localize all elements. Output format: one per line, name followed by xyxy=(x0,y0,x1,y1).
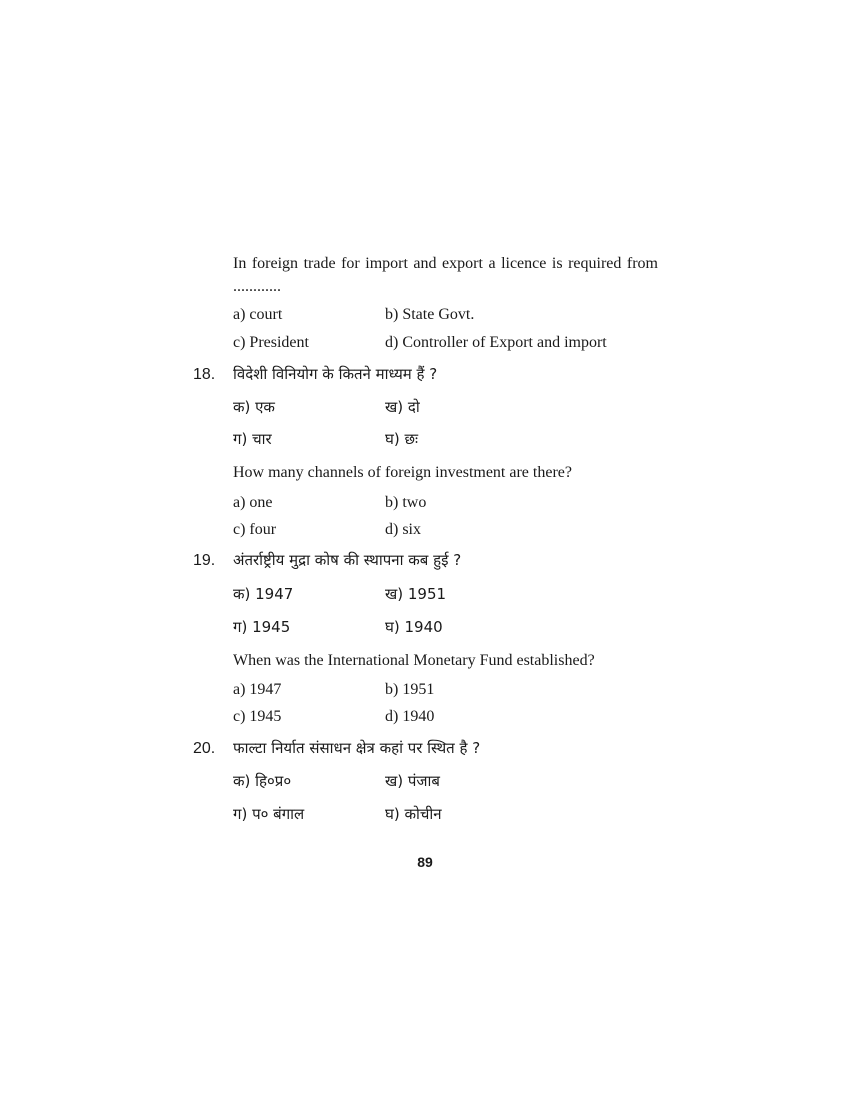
q18-option-b: b) two xyxy=(385,494,427,511)
q19-number: 19. xyxy=(193,552,216,569)
q17-option-b: b) State Govt. xyxy=(385,306,475,323)
q18-hindi-option-gha: घ) छः xyxy=(385,430,419,448)
q18-option-d: d) six xyxy=(385,521,421,538)
q19-option-d: d) 1940 xyxy=(385,708,435,725)
q17-option-c: c) President xyxy=(233,334,309,351)
q18-hindi-option-ga: ग) चार xyxy=(233,430,272,448)
q18-number: 18. xyxy=(193,366,216,383)
q18-option-c: c) four xyxy=(233,521,277,538)
q20-hindi-option-gha: घ) कोचीन xyxy=(385,805,442,823)
page-number: 89 xyxy=(417,854,433,870)
q20-hindi-question: फाल्टा निर्यात संसाधन क्षेत्र कहां पर स्थित है ? xyxy=(233,739,481,757)
q18-hindi-question: विदेशी विनियोग के कितने माध्यम हैं ? xyxy=(233,365,438,383)
q18-option-a: a) one xyxy=(233,494,273,511)
q20-hindi-option-ga: ग) प० बंगाल xyxy=(233,805,305,823)
q19-option-a: a) 1947 xyxy=(233,681,282,698)
q19-hindi-option-gha: घ) 1940 xyxy=(385,618,443,636)
q19-english-question: When was the International Monetary Fund established? xyxy=(233,652,595,669)
q20-hindi-option-ka: क) हि०प्र० xyxy=(233,772,292,790)
q20-hindi-option-kha: ख) पंजाब xyxy=(385,772,440,790)
q18-hindi-option-ka: क) एक xyxy=(233,398,275,416)
q19-hindi-question: अंतर्राष्ट्रीय मुद्रा कोष की स्थापना कब हुई ? xyxy=(233,551,462,569)
q19-option-c: c) 1945 xyxy=(233,708,282,725)
q18-hindi-option-kha: ख) दो xyxy=(385,398,420,416)
q17-english-question: In foreign trade for import and export a licence is required from ............ xyxy=(233,255,658,295)
q20-number: 20. xyxy=(193,740,216,757)
q18-english-question: How many channels of foreign investment are there? xyxy=(233,464,572,481)
q19-option-b: b) 1951 xyxy=(385,681,435,698)
q17-option-d: d) Controller of Export and import xyxy=(385,334,607,351)
q19-hindi-option-ka: क) 1947 xyxy=(233,585,294,603)
q19-hindi-option-kha: ख) 1951 xyxy=(385,585,447,603)
q17-option-a: a) court xyxy=(233,306,283,323)
q19-hindi-option-ga: ग) 1945 xyxy=(233,618,291,636)
